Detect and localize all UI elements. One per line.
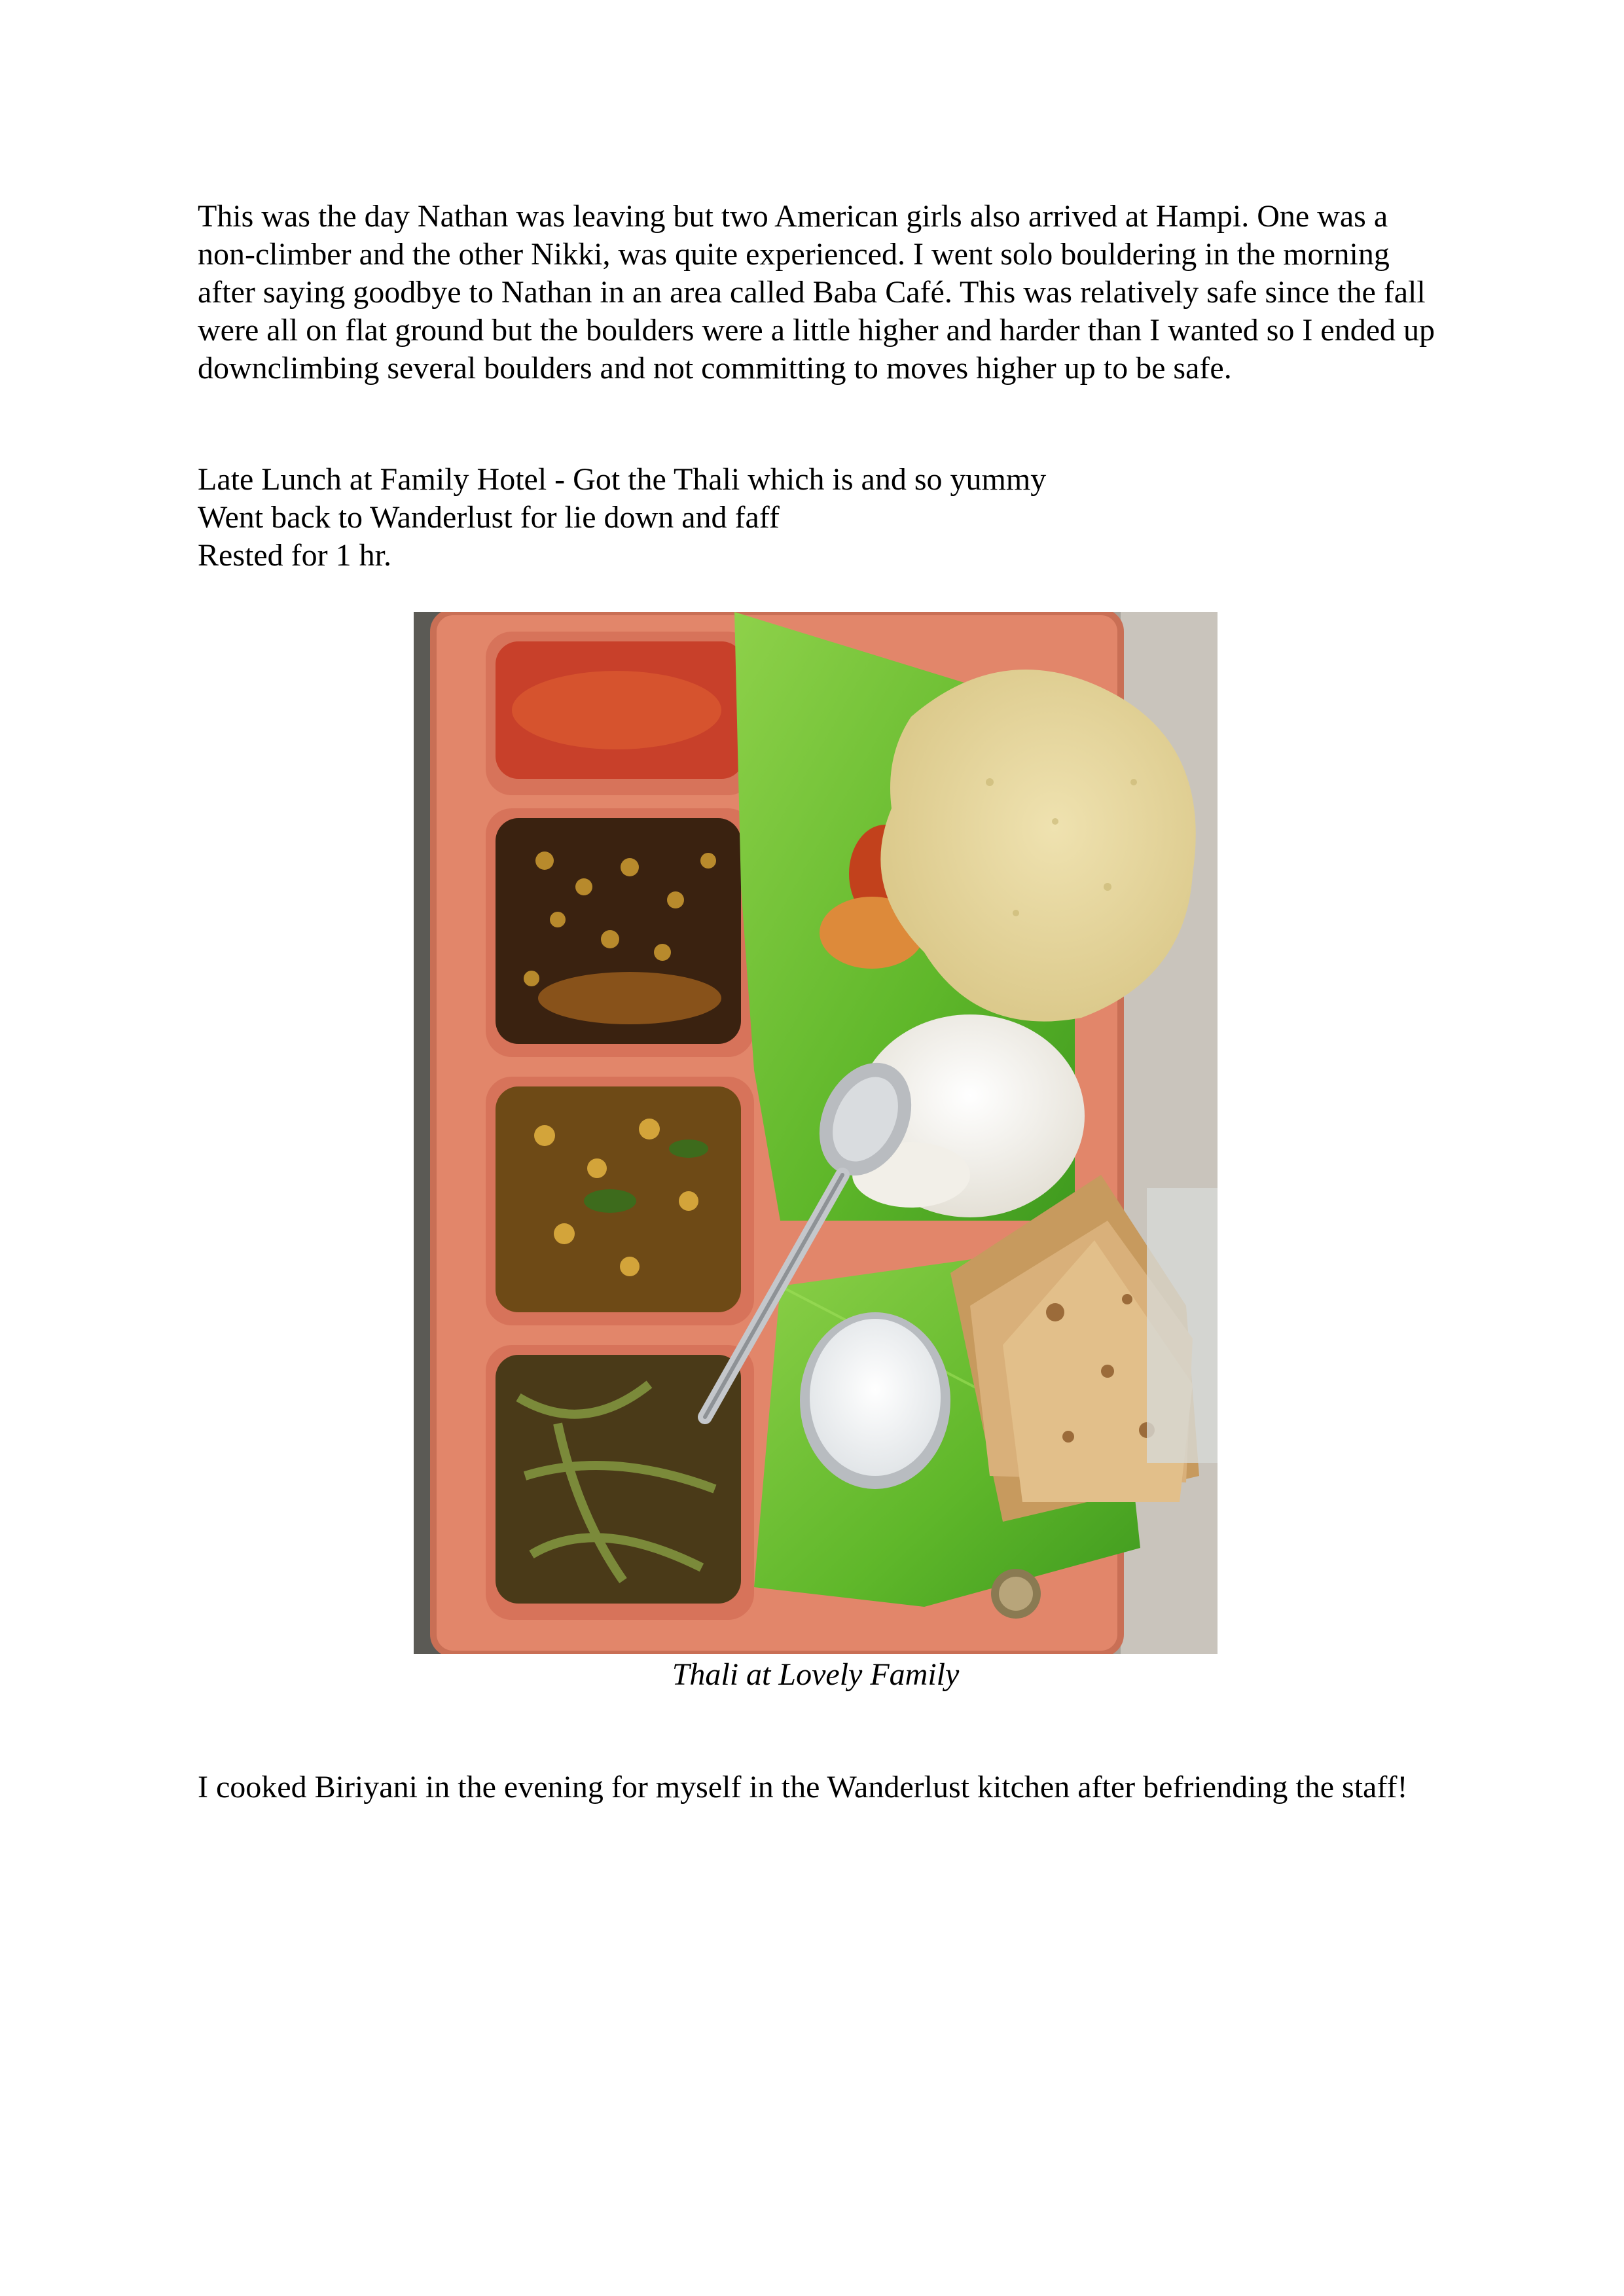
line-went-back: Went back to Wanderlust for lie down and faff <box>198 500 780 535</box>
photo-caption: Thali at Lovely Family <box>672 1657 960 1692</box>
line-late-lunch: Late Lunch at Family Hotel - Got the Thali which is and so yummy <box>198 462 1047 497</box>
paragraph-biriyani: I cooked Biriyani in the evening for myself in the Wanderlust kitchen after befriending the staff! <box>198 1770 1408 1804</box>
thali-photo <box>414 612 1218 1654</box>
paragraph-lunch <box>198 461 1441 575</box>
line-rested: Rested for 1 hr. <box>198 538 391 573</box>
paragraph-bouldering: This was the day Nathan was leaving but two American girls also arrived at Hampi. One was a non-climber and the other Nikki, was quite experienced. I went solo bouldering in the morning after saying goodbye to Nathan in an area called Baba Café. This was relatively safe since the fall were all on flat ground but the boulders were a little higher and harder than I wanted so I ended up downclimbing several boulders and not committing to moves higher up to be safe. <box>198 199 1435 386</box>
